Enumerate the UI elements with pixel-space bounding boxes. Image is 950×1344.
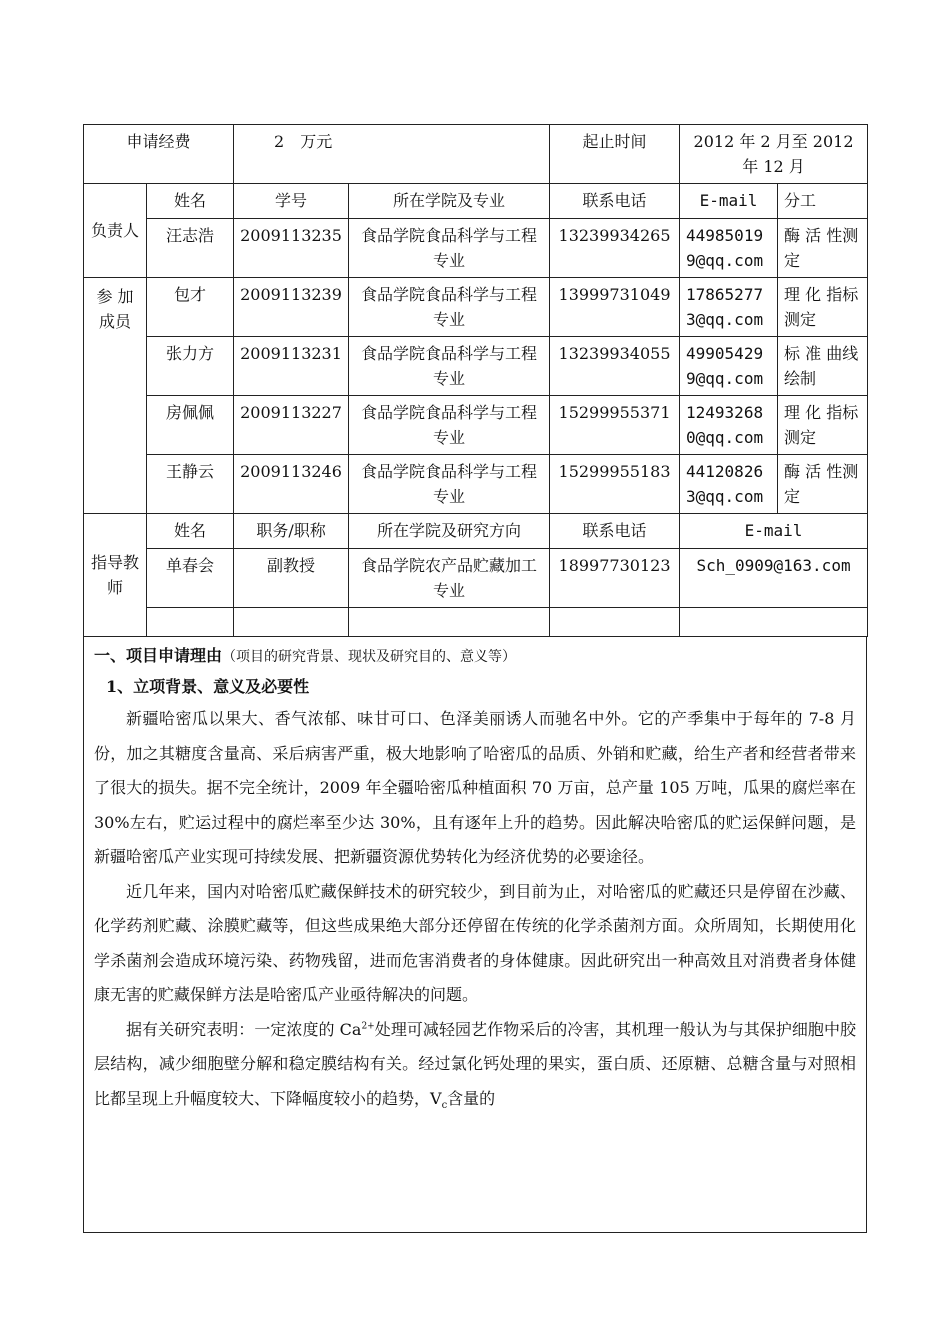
advisor-col-email: E-mail	[680, 514, 868, 549]
empty-cell	[550, 608, 680, 637]
empty-cell	[349, 608, 550, 637]
reason-subheading: 1、立项背景、意义及必要性	[106, 677, 310, 696]
leader-email: 449850199@qq.com	[680, 219, 778, 278]
calcium-superscript: 2+	[361, 1021, 375, 1032]
members-label: 参 加 成员	[84, 278, 147, 514]
advisor-col-college: 所在学院及研究方向	[349, 514, 550, 549]
member-college: 食品学院食品科学与工程专业	[349, 278, 550, 337]
vitamin-subscript: c	[441, 1099, 448, 1111]
leader-role: 酶 活 性测定	[778, 219, 868, 278]
p3-text-c: 含量的	[447, 1088, 496, 1108]
funding-label: 申请经费	[84, 125, 234, 184]
member-phone: 15299955183	[550, 455, 680, 514]
leader-id: 2009113235	[234, 219, 349, 278]
member-name: 王静云	[147, 455, 234, 514]
member-role: 理 化 指标测定	[778, 396, 868, 455]
advisor-header-row	[84, 514, 868, 549]
member-name: 包才	[147, 278, 234, 337]
member-role: 酶 活 性测定	[778, 455, 868, 514]
reason-heading-note: （项目的研究背景、现状及研究目的、意义等）	[222, 649, 517, 665]
empty-cell	[680, 608, 868, 637]
col-name: 姓名	[147, 184, 234, 219]
col-email: E-mail	[680, 184, 778, 219]
member-row	[84, 278, 868, 337]
paragraph-2: 近几年来，国内对哈密瓜贮藏保鲜技术的研究较少，到目前为止，对哈密瓜的贮藏还只是停留在沙藏、化学药剂贮藏、涂膜贮藏等，但这些成果绝大部分还停留在传统的化学杀菌剂方面。众所周知，长期使用化学杀菌剂会造成环境污染、药物残留，进而危害消费者的身体健康。因此研究出一种高效且对消费者身体健康无害的贮藏保鲜方法是哈密瓜产业亟待解决的问题。	[94, 881, 856, 1004]
advisor-email: Sch_0909@163.com	[680, 549, 868, 608]
advisor-title: 副教授	[234, 549, 349, 608]
member-college: 食品学院食品科学与工程专业	[349, 337, 550, 396]
member-phone: 13239934055	[550, 337, 680, 396]
paragraph-3	[94, 1013, 856, 1124]
col-id: 学号	[234, 184, 349, 219]
leader-name: 汪志浩	[147, 219, 234, 278]
advisor-col-title: 职务/职称	[234, 514, 349, 549]
period-value: 2012 年 2 月至 2012 年 12 月	[680, 125, 868, 184]
leader-label: 负责人	[84, 184, 147, 278]
empty-cell	[147, 608, 234, 637]
col-role: 分工	[778, 184, 868, 219]
paragraph-1: 新疆哈密瓜以果大、香气浓郁、味甘可口、色泽美丽诱人而驰名中外。它的产季集中于每年的 7-8 月份，加之其糖度含量高、采后病害严重，极大地影响了哈密瓜的品质、外销和贮藏，给生产者和经营者带来了很大的损失。据不完全统计，2009 年全疆哈密瓜种植面积 70 万亩，总产量 105 万吨，瓜果的腐烂率在 30%左右，贮运过程中的腐烂率至少达 30%，且有逐年上升的趋势。因此解决哈密瓜的贮运保鲜问题，是新疆哈密瓜产业实现可持续发展、把新疆资源优势转化为经济优势的必要途径。	[94, 709, 856, 866]
member-header-row	[84, 184, 868, 219]
member-id: 2009113231	[234, 337, 349, 396]
member-college: 食品学院食品科学与工程专业	[349, 396, 550, 455]
advisor-empty-row	[84, 608, 868, 637]
member-row	[84, 455, 868, 514]
member-email: 499054299@qq.com	[680, 337, 778, 396]
empty-cell	[234, 608, 349, 637]
member-id: 2009113246	[234, 455, 349, 514]
member-role: 标 准 曲线绘制	[778, 337, 868, 396]
col-college: 所在学院及专业	[349, 184, 550, 219]
application-reason-section	[83, 637, 867, 1233]
member-role: 理 化 指标测定	[778, 278, 868, 337]
member-email: 441208263@qq.com	[680, 455, 778, 514]
advisor-row	[84, 549, 868, 608]
p3-text-a: 据有关研究表明：一定浓度的 Ca	[126, 1019, 362, 1039]
leader-row	[84, 219, 868, 278]
col-phone: 联系电话	[550, 184, 680, 219]
member-email: 178652773@qq.com	[680, 278, 778, 337]
leader-phone: 13239934265	[550, 219, 680, 278]
member-phone: 15299955371	[550, 396, 680, 455]
reason-heading	[94, 643, 856, 670]
advisor-col-name: 姓名	[147, 514, 234, 549]
member-name: 房佩佩	[147, 396, 234, 455]
advisor-phone: 18997730123	[550, 549, 680, 608]
member-row	[84, 396, 868, 455]
funding-row	[84, 125, 868, 184]
application-form	[83, 124, 867, 1233]
member-college: 食品学院食品科学与工程专业	[349, 455, 550, 514]
member-email: 124932680@qq.com	[680, 396, 778, 455]
advisor-college: 食品学院农产品贮藏加工专业	[349, 549, 550, 608]
member-name: 张力方	[147, 337, 234, 396]
member-id: 2009113227	[234, 396, 349, 455]
reason-heading-text: 一、项目申请理由	[94, 646, 223, 665]
advisor-label: 指导教师	[84, 514, 147, 637]
advisor-col-phone: 联系电话	[550, 514, 680, 549]
p3-text-b: 处理可减轻园艺作物采后的冷害，其机理一般认为与其保护细胞中胶层结构，减少细胞壁分解和稳定膜结构有关。经过氯化钙处理的果实，蛋白质、还原糖、总糖含量与对照相比都呈现上升幅度较大、下降幅度较小的趋势，V	[94, 1019, 856, 1108]
funding-value: 2 万元	[234, 125, 550, 184]
period-label: 起止时间	[550, 125, 680, 184]
member-id: 2009113239	[234, 278, 349, 337]
member-row	[84, 337, 868, 396]
personnel-table	[83, 124, 868, 637]
advisor-name: 单春会	[147, 549, 234, 608]
member-phone: 13999731049	[550, 278, 680, 337]
leader-college: 食品学院食品科学与工程专业	[349, 219, 550, 278]
